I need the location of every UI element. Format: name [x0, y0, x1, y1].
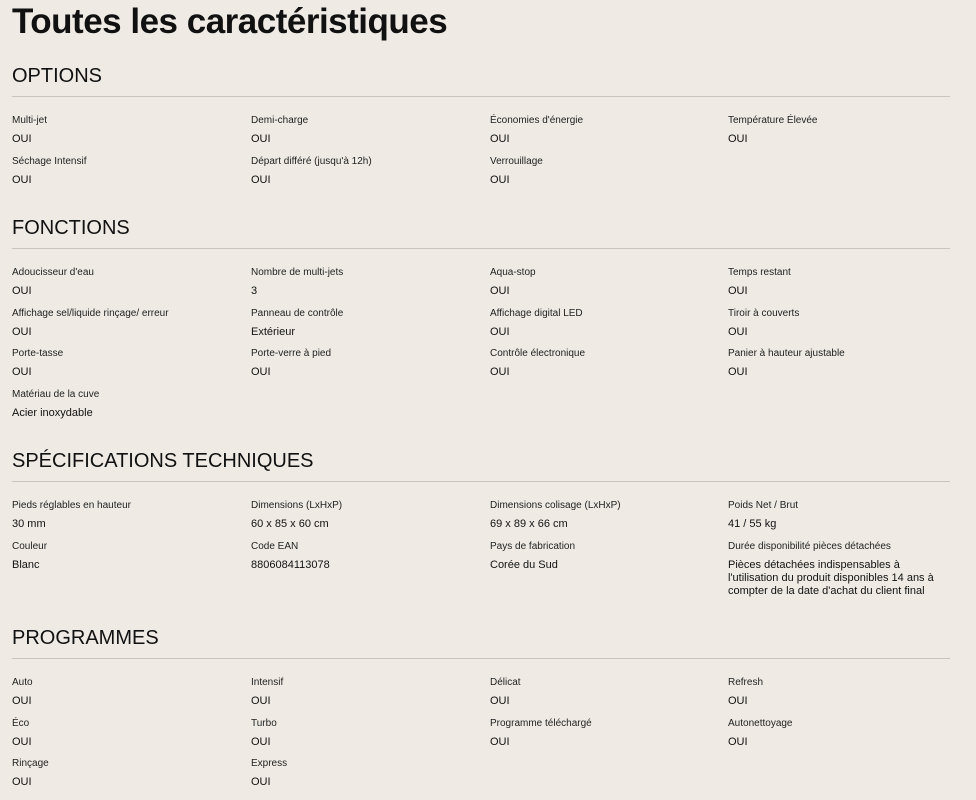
- spec-item: [490, 541, 728, 582]
- spec-item: [12, 115, 251, 156]
- spec-item: [490, 308, 728, 349]
- spec-value: OUI: [12, 325, 32, 338]
- spec-label: Contrôle électronique: [490, 348, 586, 359]
- spec-label: Turbo: [251, 717, 277, 729]
- spec-label: Départ différé (jusqu'à 12h): [251, 155, 372, 167]
- section-title: FONCTIONS: [12, 216, 950, 249]
- spec-grid: [12, 267, 950, 429]
- spec-label: Pieds réglables en hauteur: [12, 500, 131, 511]
- spec-value: OUI: [251, 776, 271, 788]
- spec-value: OUI: [251, 735, 271, 748]
- spec-value: OUI: [251, 133, 271, 145]
- spec-item: [490, 500, 728, 541]
- section-title: SPÉCIFICATIONS TECHNIQUES: [12, 449, 950, 482]
- spec-value: Acier inoxydable: [12, 406, 93, 419]
- spec-value: OUI: [728, 366, 748, 378]
- spec-label: Durée disponibilité pièces détachées: [728, 540, 891, 552]
- spec-value: OUI: [728, 325, 748, 338]
- spec-label: Affichage sel/liquide rinçage/ erreur: [12, 307, 169, 319]
- spec-value: 41 / 55 kg: [728, 518, 777, 530]
- spec-item: [12, 348, 251, 389]
- spec-value: OUI: [12, 366, 32, 378]
- spec-value: OUI: [251, 173, 271, 186]
- spec-value: Corée du Sud: [490, 558, 558, 571]
- section-specifications: [12, 449, 950, 635]
- spec-item: [728, 677, 950, 718]
- spec-value: OUI: [251, 366, 271, 378]
- spec-value: OUI: [12, 735, 32, 748]
- spec-label: Rinçage: [12, 758, 49, 769]
- spec-value: 8806084113078: [251, 558, 330, 571]
- spec-value: 69 x 89 x 66 cm: [490, 518, 568, 530]
- spec-grid: [12, 677, 950, 799]
- spec-label: Délicat: [490, 677, 521, 688]
- spec-label: Programme téléchargé: [490, 717, 592, 729]
- spec-label: Couleur: [12, 540, 48, 552]
- spec-item: [12, 541, 251, 582]
- spec-item: [490, 348, 728, 389]
- section-fonctions: [12, 216, 950, 429]
- spec-item: [251, 541, 490, 582]
- spec-label: Éco: [12, 717, 30, 729]
- spec-item: [12, 389, 251, 430]
- spec-item: [490, 677, 728, 718]
- spec-label: Porte-verre à pied: [251, 348, 332, 359]
- spec-label: Express: [251, 758, 288, 769]
- spec-grid: [12, 500, 950, 635]
- spec-value: OUI: [728, 133, 748, 145]
- spec-value: Pièces détachées indispensables à l'utilisation du produit disponibles 14 ans à compter de la date d'achat du client final: [728, 558, 934, 597]
- spec-label: Verrouillage: [490, 155, 543, 167]
- spec-item: [251, 348, 490, 389]
- spec-item: [12, 156, 251, 197]
- spec-item: [251, 267, 490, 308]
- spec-item: [12, 677, 251, 718]
- spec-item: [12, 758, 251, 799]
- specs-container: [12, 0, 950, 788]
- page-title: Toutes les caractéristiques: [12, 2, 448, 41]
- spec-item: [728, 500, 950, 541]
- spec-label: Multi-jet: [12, 115, 48, 126]
- spec-item: [728, 308, 950, 349]
- spec-value: OUI: [490, 325, 510, 338]
- spec-label: Auto: [12, 677, 33, 688]
- spec-label: Adoucisseur d'eau: [12, 267, 94, 278]
- spec-label: Intensif: [251, 677, 284, 688]
- spec-item: [251, 308, 490, 349]
- spec-item: [251, 115, 490, 156]
- spec-value: OUI: [728, 695, 748, 707]
- spec-value: Blanc: [12, 558, 40, 571]
- spec-item: [490, 156, 728, 197]
- spec-item: [251, 718, 490, 759]
- spec-label: Séchage Intensif: [12, 155, 87, 167]
- section-options: [12, 64, 950, 196]
- spec-value: OUI: [490, 735, 510, 748]
- spec-item: [728, 348, 950, 389]
- spec-item: [490, 267, 728, 308]
- spec-label: Aqua-stop: [490, 267, 536, 278]
- spec-label: Temps restant: [728, 267, 791, 278]
- spec-label: Tiroir à couverts: [728, 307, 800, 319]
- section-programmes: [12, 626, 950, 799]
- spec-label: Nombre de multi-jets: [251, 267, 344, 278]
- spec-value: OUI: [12, 173, 32, 186]
- spec-item: [12, 308, 251, 349]
- spec-value: OUI: [251, 695, 271, 707]
- spec-label: Affichage digital LED: [490, 307, 583, 319]
- spec-value: OUI: [490, 695, 510, 707]
- spec-item: [251, 500, 490, 541]
- spec-label: Pays de fabrication: [490, 540, 576, 552]
- spec-item: [251, 156, 490, 197]
- spec-item: [728, 718, 950, 759]
- spec-value: OUI: [490, 173, 510, 186]
- spec-label: Panier à hauteur ajustable: [728, 348, 845, 359]
- spec-label: Code EAN: [251, 540, 299, 552]
- spec-value: OUI: [12, 776, 32, 788]
- spec-label: Matériau de la cuve: [12, 388, 100, 400]
- spec-item: [12, 718, 251, 759]
- spec-label: Demi-charge: [251, 115, 309, 126]
- spec-grid: [12, 115, 950, 196]
- spec-label: Dimensions (LxHxP): [251, 500, 343, 511]
- spec-item: [251, 677, 490, 718]
- spec-item: [12, 267, 251, 308]
- spec-item: [251, 758, 490, 799]
- spec-value: 30 mm: [12, 518, 46, 530]
- spec-value: OUI: [728, 735, 748, 748]
- spec-value: Extérieur: [251, 325, 296, 338]
- spec-value: OUI: [12, 133, 32, 145]
- section-title: OPTIONS: [12, 64, 950, 97]
- spec-label: Température Élevée: [728, 115, 818, 126]
- spec-value: 3: [251, 285, 258, 297]
- spec-item: [728, 115, 950, 156]
- spec-value: OUI: [12, 695, 32, 707]
- spec-item: [12, 500, 251, 541]
- spec-value: OUI: [12, 285, 32, 297]
- spec-item: [728, 541, 950, 635]
- spec-label: Poids Net / Brut: [728, 500, 799, 511]
- spec-value: OUI: [728, 285, 748, 297]
- spec-value: 60 x 85 x 60 cm: [251, 518, 329, 530]
- spec-value: OUI: [490, 285, 510, 297]
- spec-label: Économies d'énergie: [490, 115, 584, 126]
- section-title: PROGRAMMES: [12, 626, 950, 659]
- spec-label: Refresh: [728, 677, 764, 688]
- spec-item: [490, 718, 728, 759]
- spec-label: Panneau de contrôle: [251, 307, 344, 319]
- spec-item: [490, 115, 728, 156]
- spec-label: Porte-tasse: [12, 348, 64, 359]
- spec-value: OUI: [490, 366, 510, 378]
- spec-value: OUI: [490, 133, 510, 145]
- spec-item: [728, 267, 950, 308]
- spec-label: Autonettoyage: [728, 717, 793, 729]
- spec-label: Dimensions colisage (LxHxP): [490, 500, 621, 511]
